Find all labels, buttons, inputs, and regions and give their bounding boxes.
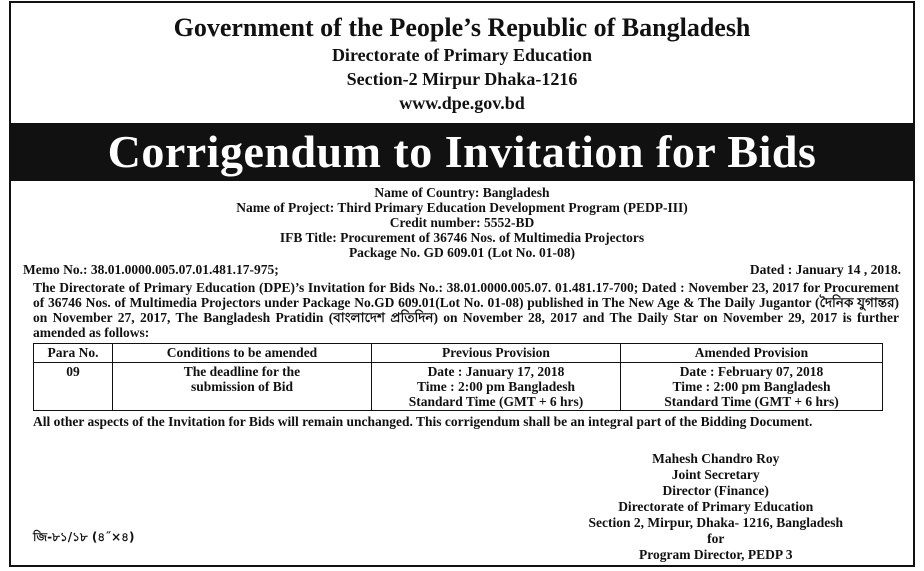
signatory-address: Section 2, Mirpur, Dhaka- 1216, Bangladesh (588, 515, 843, 530)
signatory-behalf: Program Director, PEDP 3 (638, 547, 793, 562)
table-header-row (34, 344, 883, 363)
signature-block (588, 451, 843, 563)
signatory-for: for (707, 531, 725, 546)
website: www.dpe.gov.bd (399, 93, 525, 113)
country-line: Name of Country: Bangladesh (374, 185, 550, 200)
signatory-org: Directorate of Primary Education (618, 499, 814, 514)
govt-title: Government of the People’s Republic of Bangladesh (173, 13, 751, 42)
cell-previous: Date : January 17, 2018 Time : 2:00 pm Bangladesh Standard Time (GMT + 6 hrs) (372, 363, 621, 411)
project-info (11, 185, 913, 260)
credit-line: Credit number: 5552-BD (389, 215, 535, 230)
signatory-title2: Director (Finance) (662, 483, 769, 498)
cell-para: 09 (34, 363, 113, 411)
memo-number: Memo No.: 38.01.0000.005.07.01.481.17-975; (23, 262, 279, 277)
col-condition: Conditions to be amended (113, 344, 372, 363)
notice-banner: Corrigendum to Invitation for Bids (11, 123, 913, 181)
table-row (34, 363, 883, 411)
col-previous: Previous Provision (372, 344, 621, 363)
project-line: Name of Project: Third Primary Education Development Program (PEDP-III) (236, 200, 688, 215)
col-amended: Amended Provision (621, 344, 883, 363)
col-para-no: Para No. (34, 344, 113, 363)
memo-row (11, 262, 913, 278)
signatory-title1: Joint Secretary (671, 467, 760, 482)
signatory-name: Mahesh Chandro Roy (652, 451, 780, 466)
directorate-name: Directorate of Primary Education (331, 45, 593, 65)
cell-amended: Date : February 07, 2018 Time : 2:00 pm Bangladesh Standard Time (GMT + 6 hrs) (621, 363, 883, 411)
memo-date: Dated : January 14 , 2018. (749, 262, 901, 277)
notice-page (9, 1, 915, 567)
address-line: Section-2 Mirpur Dhaka-1216 (346, 69, 578, 89)
package-line: Package No. GD 609.01 (Lot No. 01-08) (348, 245, 576, 260)
body-paragraph: The Directorate of Primary Education (DPE)’s Invitation for Bids No.: 38.01.0000.005.07. 01.481.17-700; Dated : November 23, 2017 for Procurement of 36746 Nos. of Multimedia Projectors under Package No.GD 609.01(Lot No. 01-08) published in The New Age & The Daily Jugantor (দৈনিক যুগান্তর) on November 27, 2017, The Bangladesh Pratidin (বাংলাদেশ প্রতিদিন) on November 28, 2017 and The Daily Star on November 29, 2017 is further amended as follows: (33, 280, 899, 340)
amendment-table (33, 343, 883, 411)
footer-code: জি-৮১/১৮ (৪˝×৪) (33, 530, 135, 544)
ifb-line: IFB Title: Procurement of 36746 Nos. of Multimedia Projectors (279, 230, 645, 245)
closing-paragraph: All other aspects of the Invitation for Bids will remain unchanged. This corrigendum shall be an integral part of the Bidding Document. (33, 414, 813, 429)
cell-condition: The deadline for the submission of Bid (113, 363, 372, 411)
